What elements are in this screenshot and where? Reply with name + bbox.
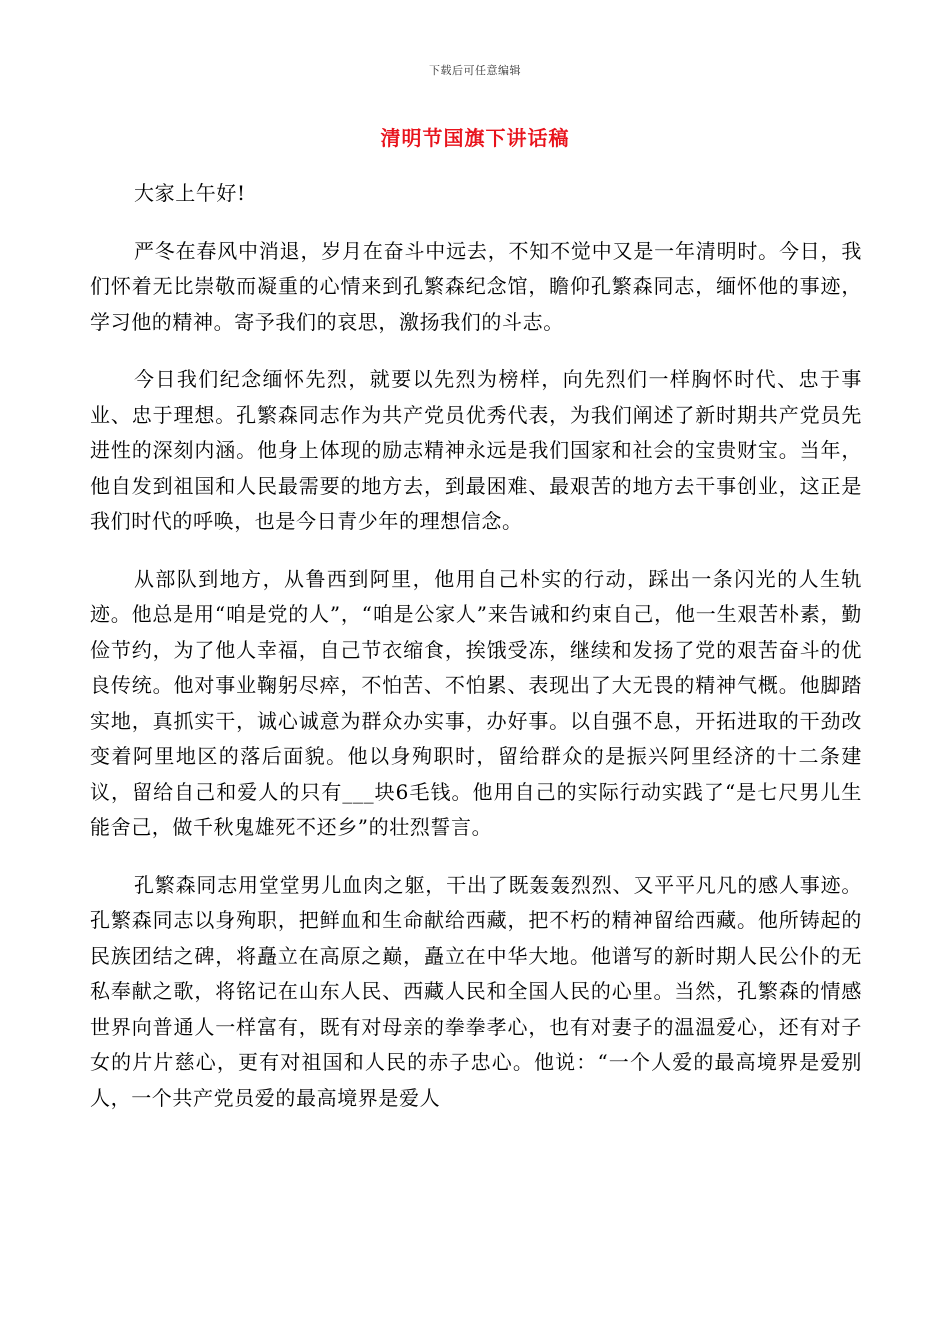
greeting-paragraph: 大家上午好! <box>134 181 246 205</box>
document-title: 清明节国旗下讲话稿 <box>380 126 570 150</box>
paragraph-4: 孔繁森同志用堂堂男儿血肉之躯，干出了既轰轰烈烈、又平平凡凡的感人事迹。孔繁森同志以身殉职，把鲜血和生命献给西藏，把不朽的精神留给西藏。他所铸起的民族团结之碑，将矗立在高原之巅，矗立在中华大地。他谱写的新时期人民公仆的无私奉献之歌，将铭记在山东人民、西藏人民和全国人民的心里。当然，孔繁森的情感世界向普通人一样富有，既有对母亲的拳拳孝心，也有对妻子的温温爱心，还有对子女的片片慈心，更有对祖国和人民的赤子忠心。他说：“一个人爱的最高境界是爱别人，一个共产党员爱的最高境界是爱人 <box>90 872 862 1110</box>
header-note: 下载后可任意编辑 <box>429 64 521 77</box>
paragraph-2: 今日我们纪念缅怀先烈，就要以先烈为榜样，向先烈们一样胸怀时代、忠于事业、忠于理想。孔繁森同志作为共产党员优秀代表，为我们阐述了新时期共产党员先进性的深刻内涵。他身上体现的励志精神永远是我们国家和社会的宝贵财宝。当年，他自发到祖国和人民最需要的地方去，到最困难、最艰苦的地方去干事创业，这正是我们时代的呼唤，也是今日青少年的理想信念。 <box>90 367 862 533</box>
document-body <box>90 176 862 1138</box>
paragraph-3: 从部队到地方，从鲁西到阿里，他用自己朴实的行动，踩出一条闪光的人生轨迹。他总是用“咱是党的人”，“咱是公家人”来告诫和约束自己，他一生艰苦朴素，勤俭节约，为了他人幸福，自己节衣缩食，挨饿受冻，继续和发扬了党的艰苦奋斗的优良传统。他对事业鞠躬尽瘁，不怕苦、不怕累、表现出了大无畏的精神气概。他脚踏实地，真抓实干，诚心诚意为群众办实事，办好事。以自强不息，开拓进取的干劲改变着阿里地区的落后面貌。他以身殉职时，留给群众的是振兴阿里经济的十二条建议，留给自己和爱人的只有___块6毛钱。他用自己的实际行动实践了“是七尺男儿生能舍己，做千秋鬼雄死不还乡”的壮烈誓言。 <box>90 566 862 839</box>
paragraph-1: 严冬在春风中消退，岁月在奋斗中远去，不知不觉中又是一年清明时。今日，我们怀着无比崇敬而凝重的心情来到孔繁森纪念馆，瞻仰孔繁森同志，缅怀他的事迹，学习他的精神。寄予我们的哀思，激扬我们的斗志。 <box>90 238 862 334</box>
